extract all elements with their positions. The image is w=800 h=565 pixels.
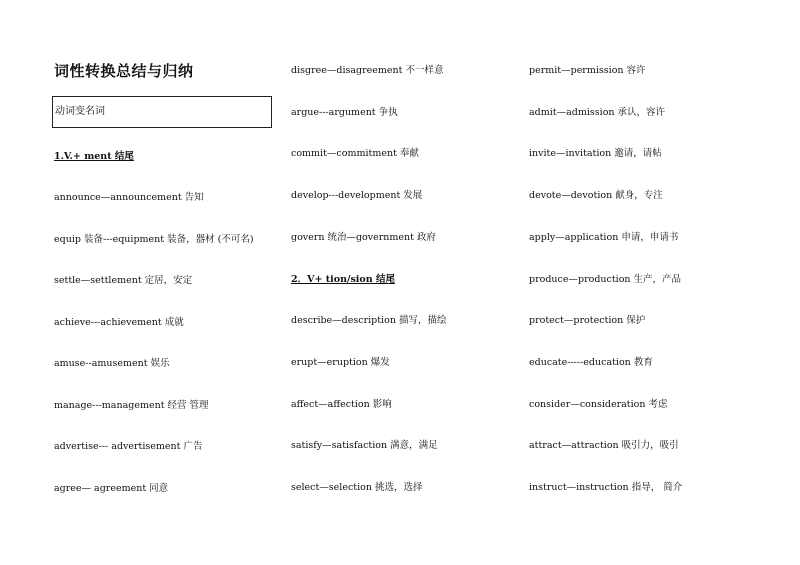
word-pair: admit—admission 承认，容许: [529, 107, 666, 118]
word-pair: argue---argument 争执: [291, 107, 398, 118]
word-pair: describe—description 描写，描绘: [291, 315, 447, 326]
word-pair: affect—affection 影响: [291, 399, 392, 410]
word-pair: erupt—eruption 爆发: [291, 357, 390, 368]
word-pair: amuse--amusement 娱乐: [54, 358, 170, 369]
word-pair: achieve---achievement 成就: [54, 317, 184, 328]
word-pair: settle—settlement 定居，安定: [54, 275, 193, 286]
word-pair: select—selection 挑选，选择: [291, 482, 423, 493]
document-title: 词性转换总结与归纳: [54, 62, 194, 80]
word-pair: consider—consideration 考虑: [529, 399, 668, 410]
word-pair: protect—protection 保护: [529, 315, 646, 326]
word-pair: invite—invitation 邀请，请帖: [529, 148, 662, 159]
word-pair: manage---management 经营 管理: [54, 400, 209, 411]
word-pair: govern 统治—government 政府: [291, 232, 437, 243]
word-pair: instruct—instruction 指导， 简介: [529, 482, 683, 493]
word-pair: announce—announcement 告知: [54, 192, 204, 203]
word-pair: agree— agreement 同意: [54, 483, 169, 494]
word-pair: satisfy—satisfaction 满意，满足: [291, 440, 438, 451]
word-pair: permit—permission 容许: [529, 65, 646, 76]
word-pair: develop---development 发展: [291, 190, 423, 201]
word-pair: apply—application 申请，申请书: [529, 232, 679, 243]
section-heading-tion-sion: 2．V+ tion/sion 结尾: [291, 274, 395, 285]
word-pair: produce—production 生产，产品: [529, 274, 682, 285]
section-heading-ment: 1.V.+ ment 结尾: [54, 151, 134, 162]
word-pair: disgree—disagreement 不一样意: [291, 65, 444, 76]
section-box-label: 动词变名词: [52, 96, 272, 128]
word-pair: equip 装备---equipment 装备，器材 (不可名): [54, 234, 254, 245]
word-pair: devote—devotion 献身，专注: [529, 190, 663, 201]
word-pair: educate-----education 教育: [529, 357, 653, 368]
word-pair: attract—attraction 吸引力，吸引: [529, 440, 679, 451]
word-pair: commit—commitment 奉献: [291, 148, 419, 159]
word-pair: advertise--- advertisement 广告: [54, 441, 203, 452]
